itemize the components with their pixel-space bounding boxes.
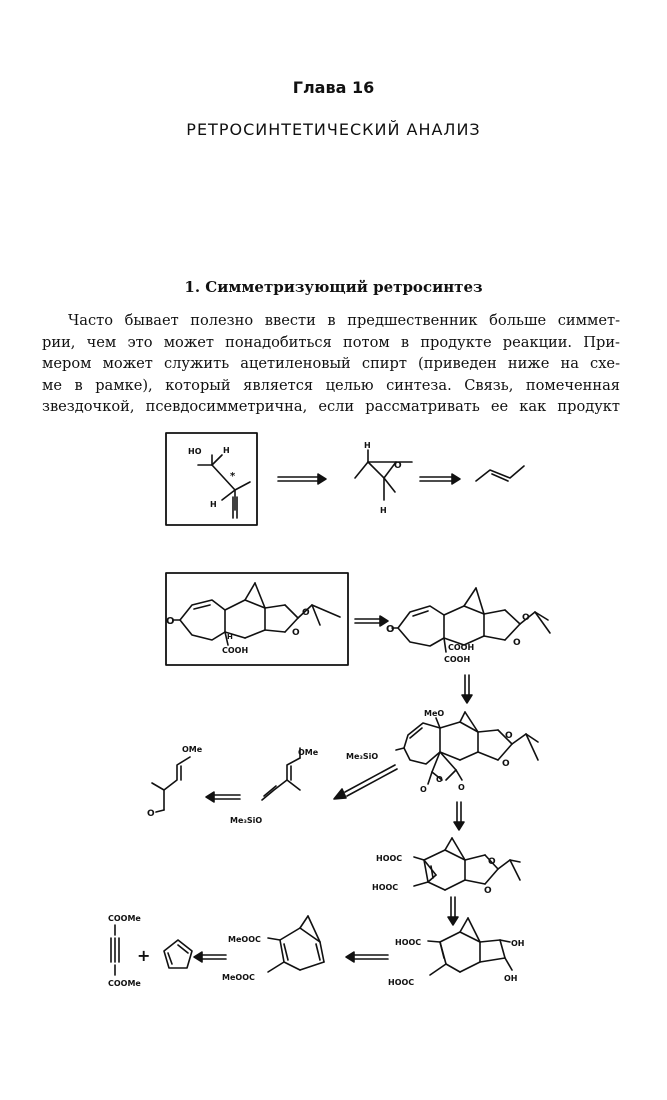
norbornadiene-diester-structure xyxy=(222,916,324,982)
butene-structure xyxy=(476,466,524,481)
o-label: O xyxy=(436,775,443,784)
o-label: O xyxy=(458,783,465,792)
retro-arrow xyxy=(194,952,226,962)
chapter-number: Глава 16 xyxy=(292,78,375,97)
paragraph-line: мером может служить ацетиленовый спирт (приведен ниже на схе- xyxy=(42,355,620,372)
h-label: H xyxy=(364,441,371,450)
paragraph-line: звездочкой, псевдосимметрична, если рассматривать ее как продукт xyxy=(42,398,620,415)
o-label: O xyxy=(420,785,427,794)
ome-label: OMe xyxy=(298,748,319,757)
ho-label: HO xyxy=(188,447,202,456)
methoxy-enone-structure xyxy=(147,745,203,819)
o-label: O xyxy=(302,608,310,618)
retro-arrow-down xyxy=(462,675,472,703)
retro-arrow xyxy=(278,474,326,484)
o-label: O xyxy=(394,461,402,471)
cooh-label: COOH xyxy=(448,643,475,652)
diacid-acetonide-structure xyxy=(372,838,520,896)
meooc-label: MeOOC xyxy=(222,973,255,982)
coome-label: COOMe xyxy=(108,979,141,988)
section-heading: 1. Симметризующий ретросинтез xyxy=(184,278,483,296)
hooc-label: HOOC xyxy=(388,978,415,987)
cooh-label: COOH xyxy=(222,646,249,655)
star-label: * xyxy=(230,471,236,482)
retro-arrow-down xyxy=(448,897,458,925)
chapter-title: РЕТРОСИНТЕТИЧЕСКИЙ АНАЛИЗ xyxy=(186,120,481,139)
hooc-label: HOOC xyxy=(372,883,399,892)
hooc-label: HOOC xyxy=(395,938,422,947)
retro-arrow xyxy=(206,792,240,802)
o-label: O xyxy=(147,809,155,819)
h-label: H xyxy=(227,633,233,641)
retro-arrow xyxy=(355,616,388,626)
o-label: O xyxy=(166,616,175,627)
retro-arrow xyxy=(346,952,388,962)
o-label: O xyxy=(502,759,510,769)
h-label: H xyxy=(223,446,230,455)
h-label: H xyxy=(380,506,387,515)
oh-label: OH xyxy=(504,974,518,983)
retro-arrow-down xyxy=(454,802,464,830)
diacid-diol-structure xyxy=(388,918,525,987)
tricyclic-ketone-diacid-structure xyxy=(386,588,550,664)
silyloxy-diene-structure xyxy=(230,748,319,825)
plus-sign: + xyxy=(137,946,151,965)
epoxide-structure xyxy=(355,441,412,515)
meooc-label: MeOOC xyxy=(228,935,261,944)
tricyclic-ketone-acid-structure xyxy=(166,573,348,665)
paragraph-line: ме в рамке), который является целью синтеза. Связь, помеченная xyxy=(42,376,620,394)
h-label: H xyxy=(210,500,217,509)
o-label: O xyxy=(292,628,300,638)
target-alcohol-structure xyxy=(166,433,257,525)
ome-label: OMe xyxy=(182,745,203,754)
o-label: O xyxy=(505,731,513,741)
o-label: O xyxy=(513,638,521,648)
retro-arrow xyxy=(420,474,460,484)
paragraph-line: Часто бывает полезно ввести в предшественник больше симмет- xyxy=(68,312,620,329)
retro-arrow-diagonal xyxy=(334,765,397,799)
cooh-label: COOH xyxy=(444,655,471,664)
me3sio-label: Me₃SiO xyxy=(230,816,263,825)
oh-label: OH xyxy=(511,939,525,948)
me3sio-label: Me₃SiO xyxy=(346,752,379,761)
o-label: O xyxy=(488,857,496,867)
target-box xyxy=(166,433,257,525)
cyclopentadiene-structure xyxy=(164,940,192,968)
o-label: O xyxy=(484,886,492,896)
coome-label: COOMe xyxy=(108,914,141,923)
o-label: O xyxy=(522,613,530,623)
hooc-label: HOOC xyxy=(376,854,403,863)
paragraph-line: рии, чем это может понадобиться потом в продукте реакции. При- xyxy=(42,333,620,351)
o-label: O xyxy=(386,624,395,635)
meo-label: MeO xyxy=(424,709,445,718)
